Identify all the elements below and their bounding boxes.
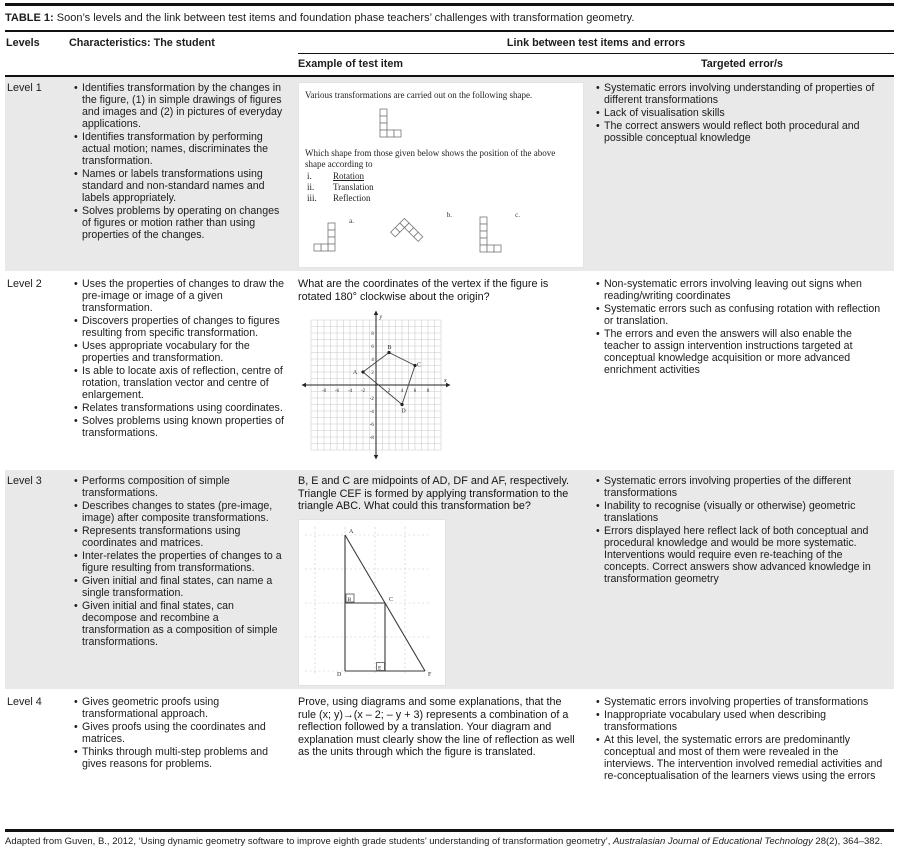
option-numeral: i. <box>307 171 312 181</box>
bullet-item: • Gives geometric proofs using transformational approach. <box>72 696 288 720</box>
answer-shape-c <box>477 211 520 261</box>
table-header <box>5 32 894 77</box>
svg-text:2: 2 <box>387 389 391 394</box>
citation-pages: 28(2), 364–382. <box>812 836 883 847</box>
targeted-errors-list <box>590 278 894 465</box>
svg-text:D: D <box>401 408 406 415</box>
answer-shape-c-figure <box>477 214 509 258</box>
targeted-errors-list <box>590 696 894 824</box>
bullet-item: • Inter-relates the properties of changes to a figure resulting from transformations. <box>72 550 288 574</box>
bullet-item: • Represents transformations using coordinates and matrices. <box>72 525 288 549</box>
svg-text:F: F <box>428 671 432 677</box>
svg-text:6: 6 <box>371 344 374 350</box>
svg-text:B: B <box>387 345 392 351</box>
characteristics-list <box>68 82 298 268</box>
l-shape-original-figure <box>377 106 413 142</box>
triangle-figure <box>298 519 446 687</box>
test-item-intro: Various transformations are carried out on the following shape. <box>305 90 533 100</box>
targeted-errors-list <box>590 82 894 268</box>
svg-text:6: 6 <box>413 389 417 394</box>
svg-text:-2: -2 <box>361 389 365 394</box>
bullet-item: • The correct answers would reflect both procedural and possible conceptual knowledge <box>594 120 884 144</box>
bullet-item: • The errors and even the answers will also enable the teacher to assign intervention instructions targeted at conceptual knowledge acquisition or more advanced enrichment activities <box>594 328 884 376</box>
bullet-item: • Identifies transformation by the changes in the figure, (1) in simple drawings of figures and images and (2) in pictures of everyday applications. <box>72 82 288 130</box>
option-numeral: iii. <box>307 193 317 203</box>
column-header-link-group: Link between test items and errors <box>298 37 894 54</box>
bullet-item: • Inappropriate vocabulary used when describing transformations <box>594 709 884 733</box>
triangle-figure-svg <box>303 525 433 677</box>
svg-text:-4: -4 <box>369 409 374 415</box>
column-header-characteristics: Characteristics: The student <box>69 37 215 49</box>
bullet-item: • Describes changes to states (pre-image, image) after composite transformations. <box>72 500 288 524</box>
coordinate-grid-figure <box>300 309 578 465</box>
svg-text:2: 2 <box>371 370 374 376</box>
bullet-item: • Solves problems by operating on changes of figures or motion rather than using properties of the changes. <box>72 205 288 241</box>
svg-text:C: C <box>416 362 422 369</box>
bullet-item: • Systematic errors involving understanding of properties of different transformations <box>594 82 884 106</box>
transformation-options <box>307 171 457 204</box>
svg-text:-8: -8 <box>322 389 326 394</box>
test-item-level-4 <box>298 696 590 824</box>
level-label: Level 1 <box>7 82 42 94</box>
svg-text:-8: -8 <box>369 435 374 441</box>
bullet-item: • Systematic errors involving properties of transformations <box>594 696 884 708</box>
level-label: Level 3 <box>7 475 42 487</box>
characteristics-list <box>68 696 298 824</box>
bullet-item: • Discovers properties of changes to figures resulting from specific transformation. <box>72 315 288 339</box>
bullet-item: • Solves problems using known properties of transformations. <box>72 415 288 439</box>
table-caption-label: TABLE 1: <box>5 12 54 24</box>
svg-text:C: C <box>389 596 394 603</box>
answer-shape-a-figure <box>311 220 343 258</box>
l-shape-original <box>377 106 577 145</box>
svg-text:A: A <box>352 369 358 376</box>
bullet-item: • Is able to locate axis of reflection, centre of rotation, translation vector and centre of enlargement. <box>72 365 288 401</box>
table-row-level-1 <box>5 77 894 273</box>
bullet-item: • Errors displayed here reflect lack of both conceptual and procedural knowledge and would be more systematic. Interventions would require even re-teaching of the concepts. Correct answers show advanced knowledge in transformation geometry <box>594 525 884 585</box>
bullet-item: • Thinks through multi-step problems and gives reasons for problems. <box>72 746 288 770</box>
answer-shapes <box>311 211 577 261</box>
characteristics-list <box>68 278 298 465</box>
bullet-item: • Systematic errors such as confusing rotation with reflection or translation. <box>594 303 884 327</box>
test-item-image <box>298 82 584 268</box>
bullet-item: • Relates transformations using coordinates. <box>72 402 288 414</box>
bullet-item: • Uses appropriate vocabulary for the properties and transformation. <box>72 340 288 364</box>
characteristics-list <box>68 475 298 686</box>
svg-text:y: y <box>379 314 383 321</box>
bullet-item: • Given initial and final states, can name a single transformation. <box>72 575 288 599</box>
answer-label-a: a. <box>349 217 354 225</box>
table-caption <box>5 3 894 32</box>
svg-text:-6: -6 <box>335 389 339 394</box>
option-numeral: ii. <box>307 182 315 192</box>
svg-text:8: 8 <box>371 331 374 337</box>
bullet-item: • Lack of visualisation skills <box>594 107 884 119</box>
svg-text:-2: -2 <box>369 396 374 402</box>
coordinate-grid-svg <box>300 309 452 461</box>
table-row-level-4 <box>5 691 894 829</box>
citation-text: Adapted from Guven, B., 2012, ‘Using dynamic geometry software to improve eighth grade students’ understanding of transformation geometry’, <box>5 836 613 847</box>
column-group-link <box>298 37 894 75</box>
bullet-item: • Inability to recognise (visually or otherwise) geometric translations <box>594 500 884 524</box>
level-label: Level 2 <box>7 278 42 290</box>
column-header-example: Example of test item <box>298 58 404 70</box>
option-label-rotation: Rotation <box>333 171 364 181</box>
bullet-item: • Performs composition of simple transformations. <box>72 475 288 499</box>
answer-label-b: b. <box>446 211 452 219</box>
answer-label-c: c. <box>515 211 520 219</box>
option-label-translation: Translation <box>333 182 374 192</box>
svg-text:-4: -4 <box>348 389 352 394</box>
svg-text:E: E <box>378 665 382 671</box>
answer-shape-a <box>311 217 354 261</box>
table-row-level-2 <box>5 273 894 470</box>
bullet-item: • Uses the properties of changes to draw the pre-image or image of a given transformation. <box>72 278 288 314</box>
test-item-level-3 <box>298 475 590 686</box>
bullet-item: • Gives proofs using the coordinates and matrices. <box>72 721 288 745</box>
svg-text:-6: -6 <box>369 422 374 428</box>
test-item-level-1 <box>298 82 590 268</box>
test-item-question: Prove, using diagrams and some explanations, that the rule (x; y)→(x – 2; – y + 3) represents a combination of a reflection followed by a translation. Your diagram and explanation must clearly show the line of reflection as well as the units through which the figure is translated. <box>298 696 575 758</box>
targeted-errors-list <box>590 475 894 686</box>
bullet-item: • Systematic errors involving properties of the different transformations <box>594 475 884 499</box>
column-header-levels: Levels <box>6 37 40 49</box>
table-caption-text: Soon’s levels and the link between test items and foundation phase teachers’ challenges with transformation geometry. <box>56 12 635 24</box>
test-item-question: B, E and C are midpoints of AD, DF and AF, respectively. Triangle CEF is formed by applying transformation to the triangle ABC. What could this transformation be? <box>298 475 570 512</box>
test-item-level-2 <box>298 278 590 465</box>
answer-shape-b-figure <box>379 214 441 258</box>
svg-text:D: D <box>337 671 342 677</box>
table-row-level-3 <box>5 470 894 691</box>
column-header-targeted-errors: Targeted error/s <box>700 58 783 70</box>
test-item-question: Which shape from those given below shows the position of the above shape according to <box>305 148 556 169</box>
svg-text:B: B <box>347 596 352 603</box>
svg-text:A: A <box>349 528 354 535</box>
level-label: Level 4 <box>7 696 42 708</box>
svg-text:x: x <box>444 378 447 384</box>
bullet-item: • Non-systematic errors involving leaving out signs when reading/writing coordinates <box>594 278 884 302</box>
svg-text:4: 4 <box>400 389 404 394</box>
test-item-question: What are the coordinates of the vertex if the figure is rotated 180° clockwise about the origin? <box>298 278 549 303</box>
answer-shape-b <box>379 211 452 261</box>
bullet-item: • Identifies transformation by performing actual motion; names, discriminates the transformation. <box>72 131 288 167</box>
bullet-item: • Given initial and final states, can decompose and recombine a transformation as a composition of simple transformations. <box>72 600 288 648</box>
bullet-item: • Names or labels transformations using standard and non-standard names and labels appropriately. <box>72 168 288 204</box>
table-source-note <box>5 832 894 849</box>
svg-text:8: 8 <box>426 389 430 394</box>
citation-journal: Australasian Journal of Educational Technology <box>612 836 813 847</box>
svg-text:4: 4 <box>371 357 374 363</box>
option-label-reflection: Reflection <box>333 193 371 203</box>
bullet-item: • At this level, the systematic errors are predominantly conceptual and most of them were revealed in the interviews. The intervention involved remedial activities and re-conceptualisation of the learners views using the errors <box>594 734 884 782</box>
